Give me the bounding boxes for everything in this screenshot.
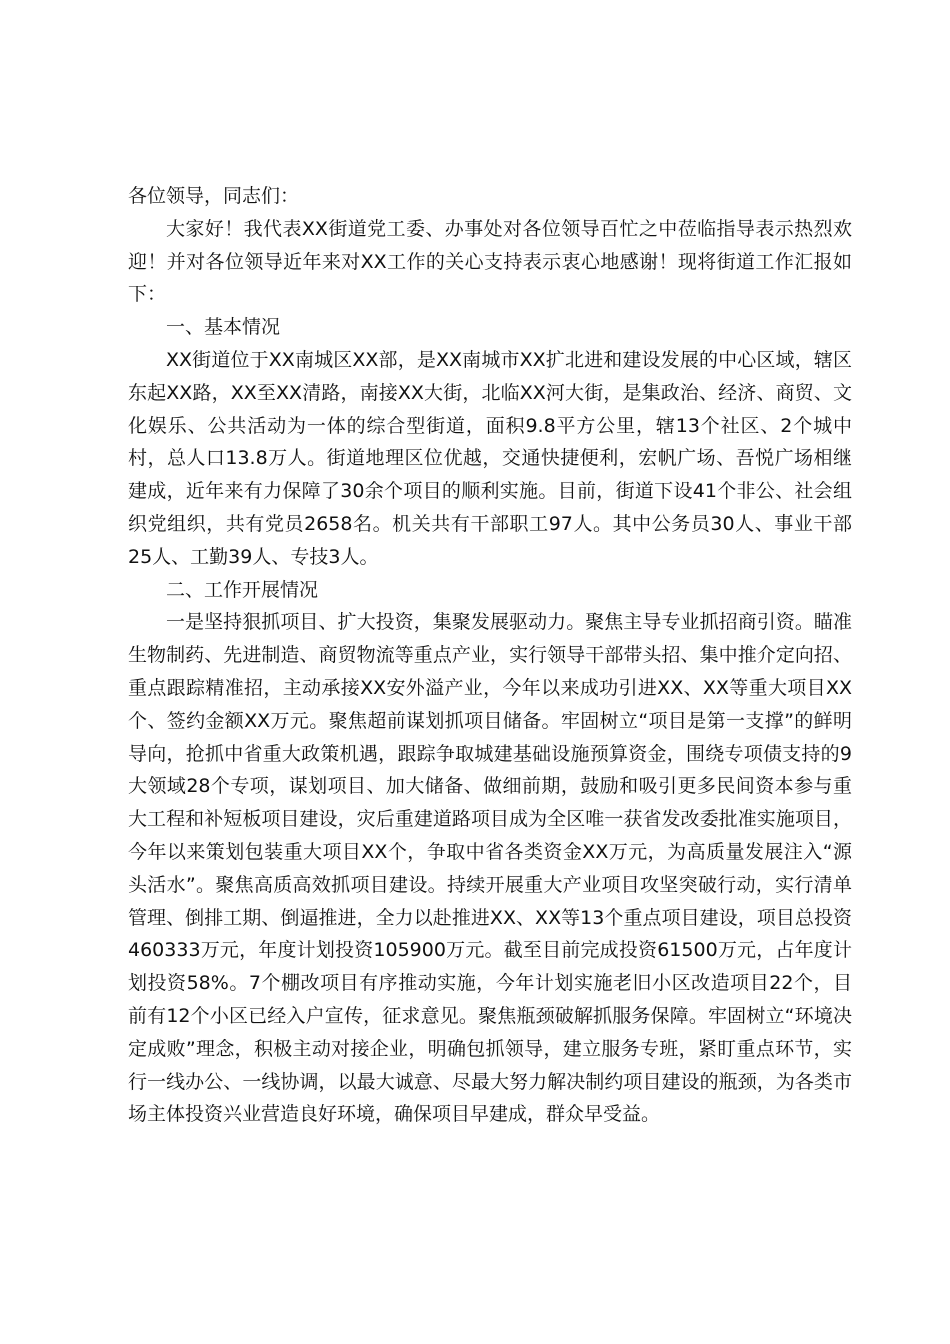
work-progress-paragraph: 一是坚持狠抓项目、扩大投资，集聚发展驱动力。聚焦主导专业抓招商引资。瞄准生物制药、先进制造、商贸物流等重点产业，实行领导干部带头招、集中推介定向招、重点跟踪精准招，主动承接XX安外溢产业，今年以来成功引进XX、XX等重大项目XX个、签约金额XX万元。聚焦超前谋划抓项目储备。牢固树立“项目是第一支撑”的鲜明导向，抢抓中省重大政策机遇，跟踪争取城建基础设施预算资金，围绕专项债支持的9大领域28个专项，谋划项目、加大储备、做细前期，鼓励和吸引更多民间资本参与重大工程和补短板项目建设，灾后重建道路项目成为全区唯一获省发改委批准实施项目，今年以来策划包装重大项目XX个，争取中省各类资金XX万元，为高质量发展注入“源头活水”。聚焦高质高效抓项目建设。持续开展重大产业项目攻坚突破行动，实行清单管理、倒排工期、倒逼推进，全力以赴推进XX、XX等13个重点项目建设，项目总投资460333万元，年度计划投资105900万元。截至目前完成投资61500万元，占年度计划投资58%。7个棚改项目有序推动实施，今年计划实施老旧小区改造项目22个，目前有12个小区已经入户宣传，征求意见。聚焦瓶颈破解抓服务保障。牢固树立“环境决定成败”理念，积极主动对接企业，明确包抓领导，建立服务专班，紧盯重点环节，实行一线办公、一线协调，以最大诚意、尽最大努力解决制约项目建设的瓶颈，为各类市场主体投资兴业营造良好环境，确保项目早建成，群众早受益。	[128, 611, 852, 1126]
section-heading-work-progress: 二、工作开展情况	[166, 578, 319, 601]
document-page	[128, 180, 852, 1131]
basic-info-paragraph: XX街道位于XX南城区XX部，是XX南城市XX扩北进和建设发展的中心区域，辖区东起XX路，XX至XX清路，南接XX大街，北临XX河大街，是集政治、经济、商贸、文化娱乐、公共活动为一体的综合型街道，面积9.8平方公里，辖13个社区、2个城中村，总人口13.8万人。街道地理区位优越，交通快捷便利，宏帆广场、吾悦广场相继建成，近年来有力保障了30余个项目的顺利实施。目前，街道下设41个非公、社会组织党组织，共有党员2658名。机关共有干部职工97人。其中公务员30人、事业干部25人、工勤39人、专技3人。	[128, 348, 852, 568]
section-heading-basic-info: 一、基本情况	[166, 316, 281, 339]
opening-paragraph: 大家好！我代表XX街道党工委、办事处对各位领导百忙之中莅临指导表示热烈欢迎！并对各位领导近年来对XX工作的关心支持表示衷心地感谢！现将街道工作汇报如下：	[128, 217, 852, 306]
salutation: 各位领导，同志们：	[128, 185, 300, 207]
